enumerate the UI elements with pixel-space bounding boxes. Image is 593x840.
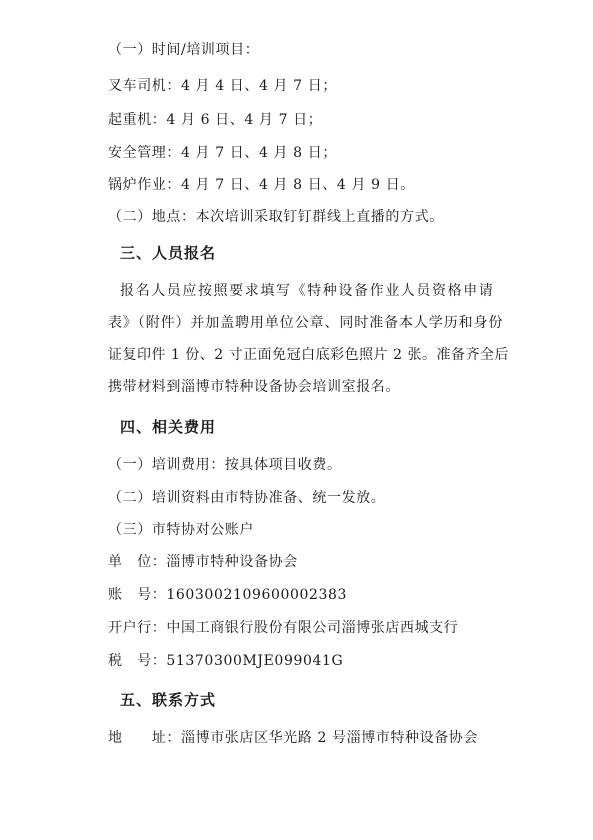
fee-item-3: （三）市特协对公账户	[108, 522, 254, 538]
section3-paragraph-line1: 报名人员应按照要求填写《特种设备作业人员资格申请	[120, 283, 495, 299]
address-row	[108, 728, 478, 748]
tax-number-row	[108, 651, 343, 671]
crane-schedule: 起重机：4 月 6 日、4 月 7 日；	[108, 112, 323, 128]
tax-number-key: 税 号：	[108, 653, 167, 669]
address-value: 淄博市张店区华光路 2 号淄博市特种设备协会	[181, 730, 479, 746]
section3-paragraph-line3: 证复印件 1 份、2 寸正面免冠白底彩色照片 2 张。准备齐全后	[108, 347, 509, 363]
section3-paragraph-line2: 表》（附件）并加盖聘用单位公章、同时准备本人学历和身份	[108, 315, 504, 331]
safety-management-schedule: 安全管理：4 月 7 日、4 月 8 日；	[108, 145, 337, 161]
account-number-row	[108, 585, 347, 605]
time-project-heading: （一）时间/培训项目：	[108, 42, 260, 58]
account-number-key: 账 号：	[108, 587, 167, 603]
account-unit-key: 单 位：	[108, 554, 167, 570]
training-location: （二）地点：本次培训采取钉钉群线上直播的方式。	[108, 209, 444, 225]
account-unit-value: 淄博市特种设备协会	[166, 554, 298, 570]
section5-heading: 五、联系方式	[120, 691, 217, 709]
account-unit-row	[108, 552, 298, 572]
address-key: 地 址：	[108, 730, 181, 746]
boiler-schedule: 锅炉作业：4 月 7 日、4 月 8 日、4 月 9 日。	[108, 177, 415, 193]
bank-key: 开户行：	[108, 620, 167, 636]
forklift-schedule: 叉车司机：4 月 4 日、4 月 7 日；	[108, 78, 337, 94]
section3-heading: 三、人员报名	[120, 244, 217, 262]
account-number-value: 1603002109600002383	[166, 587, 348, 603]
bank-row	[108, 618, 458, 638]
bank-value: 中国工商银行股份有限公司淄博张店西城支行	[166, 620, 459, 636]
fee-item-2: （二）培训资料由市特协准备、统一发放。	[108, 490, 386, 506]
section4-heading: 四、相关费用	[120, 418, 217, 436]
fee-item-1: （一）培训费用：按具体项目收费。	[108, 457, 342, 473]
tax-number-value: 51370300MJE099041G	[166, 653, 344, 669]
section3-paragraph-line4: 携带材料到淄博市特种设备协会培训室报名。	[108, 379, 400, 395]
